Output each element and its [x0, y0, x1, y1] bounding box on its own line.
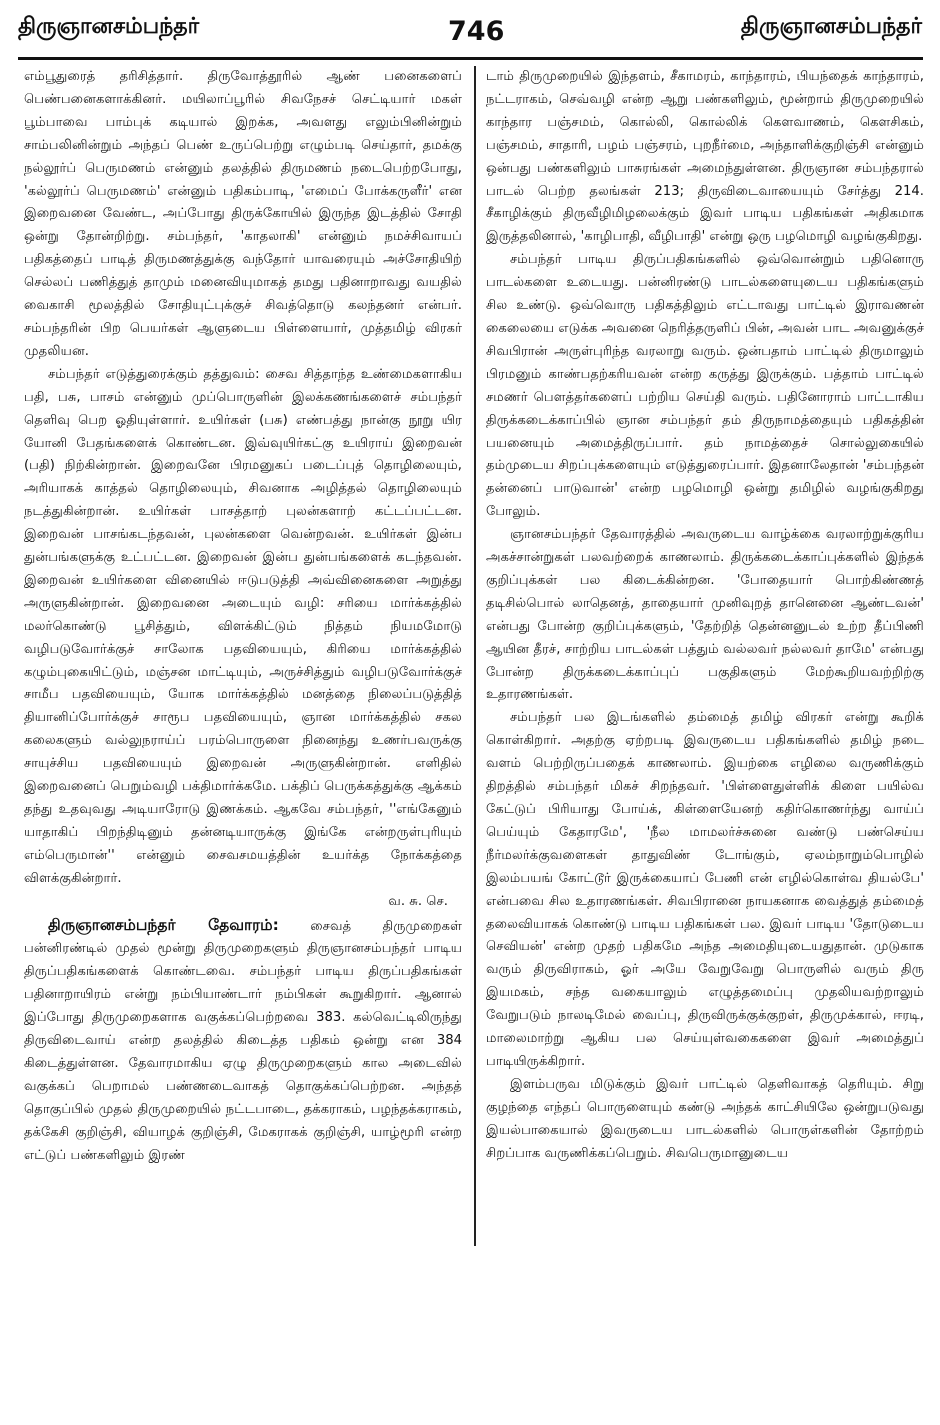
page-number: 746 [448, 16, 505, 47]
running-title-right: திருஞானசம்பந்தர் [740, 14, 922, 39]
page-header [0, 0, 940, 60]
paragraph: சம்பந்தர் பல இடங்களில் தம்மைத் தமிழ் விரகர் என்று கூறிக் கொள்கிறார். அதற்கு ஏற்றபடி இவருடைய பதிகங்களில் தமிழ் நடை வளம் பெற்றிருப்பதைக் காணலாம். இயற்கை எழிலை வருணிக்கும் திறத்தில் சம்பந்தர் மிகச் சிறந்தவர். 'பிள்ளைதுள்ளிக் கிளை பயில்வ கேட்டுப் பிரியாது போய்க், கிள்ளையேனற் கதிர்கொணர்ந்து வாய்ப் பெய்யும் கேதாரமே', 'நீல மாமலர்ச்சுனை வண்டு பண்செய்ய நீர்மலர்க்குவளைகள் தாதுவிண் டோங்கும், ஏலம்நாறும்பொழில் இலம்பயங் கோட்டூர் இருக்கையாப் பேணி என் எழில்கொள்வ தியல்பே' என்பவை சில உதாரணங்கள். சிவபிரானை நாயகனாக வைத்துத் தம்மைத் தலைவியாகக் கொண்டு பாடிய பதிகங்கள் பல. இவர் பாடிய 'தோடுடைய செவியன்' என்ற முதற் பதிகமே அந்த அமைதியுடையதுதான். முடுகாக வரும் திருவிராகம், ஓர் அயே வேறுவேறு பொருளில் வரும் திரு இயமகம், சந்த வகையாலும் எழுத்தமைப்பு முதலியவற்றாலும் வேறுபடும் நாலடிமேல் வைப்பு, திருவிருக்குக்குறள், திருமுக்கால், ஈரடி, மாலைமாற்று ஆகிய பல செய்யுள்வகைகளை இவர் அமைத்துப் பாடியிருக்கிறார். [486, 710, 924, 1069]
left-column [24, 66, 462, 1411]
paragraph [24, 914, 462, 1168]
right-column [486, 66, 924, 1411]
running-title-left: திருஞானசம்பந்தர் [18, 14, 200, 39]
paragraph: எம்பூதுரைத் தரிசித்தார். திருவோத்தூரில் ஆண் பனைகளைப் பெண்பனைகளாக்கினர். மயிலாப்பூரில் சிவநேசச் செட்டியார் மகள் பூம்பாவை பாம்புக் கடியால் இறக்க, அவளது எலும்பினின்றும் சாம்பலினின்றும் அந்தப் பெண் உருப்பெற்று எழும்படி செய்தார், தமக்கு நல்லூர்ப் பெருமணம் என்னும் தலத்தில் திருமணம் நடைபெற்றபோது, 'கல்லூர்ப் பெருமணம்' என்னும் பதிகம்பாடி, 'எமைப் போக்கருளீர்' என இறைவனை வேண்ட, அப்போது திருக்கோயில் இருந்த இடத்தில் சோதி ஒன்று தோன்றிற்று. சம்பந்தர், 'காதலாகி' என்னும் நமச்சிவாயப் பதிகத்தைப் பாடித் திருமணத்துக்கு வந்தோர் யாவரையும் அச்சோதியிற் செல்லப் பணித்துத் தாமும் மனைவியுமாகத் தமது பதினாறாவது வயதில் வைகாசி மூலத்தில் சோதியுட்புக்குச் சிவத்தொடு கலந்தனர் என்பர். சம்பந்தரின் பிற பெயர்கள் ஆளுடைய பிள்ளையார், முத்தமிழ் விரகர் முதலியன. [24, 69, 462, 359]
paragraph: சம்பந்தர் பாடிய திருப்பதிகங்களில் ஒவ்வொன்றும் பதினொரு பாடல்களை உடையது. பன்னிரண்டு பாடல்களையுடைய பதிகங்களும் சில உண்டு. ஒவ்வொரு பதிகத்திலும் எட்டாவது பாட்டில் இராவணன் கைலையை எடுக்க அவனை நெரித்தருளிப் பின், அவன் பாட அவனுக்குச் சிவபிரான் அருள்புரிந்த வரலாறு வரும். ஒன்பதாம் பாட்டில் திருமாலும் பிரமனும் காண்பதற்கரியவன் என்ற கருத்து இருக்கும். பத்தாம் பாட்டில் சமணர் பௌத்தர்களைப் பற்றிய செய்தி வரும். பதினோராம் பாட்டாகிய திருக்கடைக்காப்பில் ஞான சம்பந்தர் தம் திருநாமத்தையும் பதிகத்தின் பயனையும் அமைத்திருப்பார். தம் நாமத்தைச் சொல்லுகையில் தம்முடைய சிறப்புக்களையும் எடுத்துரைப்பார். இதனாலேதான் 'சம்பந்தன் தன்னைப் பாடுவான்' என்ற பழமொழி ஒன்று தமிழில் வழங்குகிறது போலும். [486, 252, 924, 520]
paragraph: டாம் திருமுறையில் இந்தளம், சீகாமரம், காந்தாரம், பியந்தைக் காந்தாரம், நட்டராகம், செவ்வழி என்ற ஆறு பண்களிலும், மூன்றாம் திருமுறையில் காந்தார பஞ்சமம், கொல்லி, கொல்லிக் கௌவாணம், கௌசிகம், பஞ்சமம், சாதாரி, பழம் பஞ்சரம், புறநீர்மை, அந்தாளிக்குறிஞ்சி என்னும் ஒன்பது பண்களிலும் பாசுரங்கள் அமைந்துள்ளன. திருஞான சம்பந்தரால் பாடல் பெற்ற தலங்கள் 213; திருவிடைவாயையும் சேர்த்து 214. சீகாழிக்கும் திருவீழிமிழலைக்கும் இவர் பாடிய பதிகங்கள் அதிகமாக இருத்தலினால், 'காழிபாதி, வீழிபாதி' என்று ஒரு பழமொழி வழங்குகிறது. [486, 69, 924, 245]
paragraph: சம்பந்தர் எடுத்துரைக்கும் தத்துவம்: சைவ சித்தாந்த உண்மைகளாகிய பதி, பசு, பாசம் என்னும் முப்பொருளின் இலக்கணங்களைச் சம்பந்தர் தெளிவு பெற ஓதியுள்ளார். உயிர்கள் (பசு) எண்பத்து நான்கு நூறு யிர யோனி பேதங்களைக் கொண்டன. இவ்வுயிர்கட்கு உயிராய் இறைவன் (பதி) நிற்கின்றான். இறைவனே பிரமனுகப் படைப்புத் தொழிலையும், அரியாகக் காத்தல் தொழிலையும், சிவனாக அழித்தல் தொழிலையும் நடத்துகின்றான். உயிர்கள் பாசத்தாற் புலன்களாற் கட்டப்பட்டன. இறைவன் பாசங்கடந்தவன், புலன்களை வென்றவன். உயிர்கள் இன்ப துன்பங்களுக்கு உட்பட்டன. இறைவன் இன்ப துன்பங்களைக் கடந்தவன். இறைவன் உயிர்களை வினையில் ஈடுபடுத்தி அவ்வினைகளை அறுத்து அருளுகின்றான். இறைவனை அடையும் வழி: சரியை மார்க்கத்தில் மலர்கொண்டு பூசித்தும், விளக்கிட்டும் நித்தம் நியமமோடு வழிபடுவோர்க்குச் சாலோக பதவியையும், கிரியை மார்க்கத்தில் கழும்புகையிட்டும், மஞ்சன மாட்டியும், அருச்சித்தும் வழிபடுவோர்க்குச் சாமீப பதவியையும், யோக மார்க்கத்தில் மனத்தை நிலைப்படுத்தித் தியானிப்போர்க்குச் சாரூப பதவியையும், ஞான மார்க்கத்தில் சகல கலைகளும் வல்லுநராய்ப் பரம்பொருளை நினைந்து உணர்பவருக்கு சாயுச்சிய பதவியையும் இறைவன் அருளுகின்றான். எளிதில் இறைவனைப் பெறும்வழி பக்திமார்க்கமே. பக்திப் பெருக்கத்துக்கு ஆக்கம் தந்து உதவுவது அடியாரோடு இணக்கம். ஆகவே சம்பந்தர், ''எங்கேனும் யாதாகிப் பிறந்திடினும் தன்னடியாருக்கு இங்கே என்றருள்புரியும் எம்பெருமான்'' என்னும் சைவசமயத்தின் உயர்க்த நோக்கத்தை விளக்குகின்றார். [24, 366, 462, 886]
header-rule [18, 57, 923, 60]
section-heading: திருஞானசம்பந்தர் தேவாரம்: [48, 915, 279, 934]
paragraph: ஞானசம்பந்தர் தேவாரத்தில் அவருடைய வாழ்க்கை வரலாற்றுக்குரிய அகச்சான்றுகள் பலவற்றைக் காணலாம். திருக்கடைக்காப்புக்களில் இந்தக் குறிப்புக்கள் பல கிடைக்கின்றன. 'போதையார் பொற்கிண்ணத் தடிசில்பொல் லாதெனத், தாதையார் முனிவுறத் தானெனை ஆண்டவன்' என்பது போன்ற குறிப்புக்களும், 'தேற்றித் தென்னனுடல் உற்ற தீப்பிணி ஆயின தீரச், சாற்றிய பாடல்கள் பத்தும் வல்லவர் நல்லவர் தாமே' என்பது போன்ற திருக்கடைக்காப்புப் பகுதிகளும் மேற்கூறியவற்றிற்கு உதாரணங்கள். [486, 527, 924, 703]
paragraph: இளம்பருவ மிடுக்கும் இவர் பாட்டில் தெளிவாகத் தெரியும். சிறு குழந்தை எந்தப் பொருளையும் கண்டு அந்தக் காட்சியிலே ஒன்றுபடுவது இயல்பாகையால் இவருடைய பாடல்களில் பொருள்களின் தோற்றம் சிறப்பாக வருணிக்கப்பெறும். சிவபெருமானுடைய [486, 1076, 924, 1161]
column-divider [474, 66, 476, 1246]
author-initials: வ. சு. செ. [388, 893, 448, 909]
paragraph-text: சைவத் திருமுறைகள் பன்னிரண்டில் முதல் மூன்று திருமுறைகளும் திருஞானசம்பந்தர் பாடிய திருப்பதிகங்களைக் கொண்டவை. சம்பந்தர் பாடிய திருப்பதிகங்கள் பதினாறாயிரம் என்று நம்பியாண்டார் நம்பிகள் கூறுகிறார். ஆனால் இப்போது திருமுறைகளாக வகுக்கப்பெற்றவை 383. கல்வெட்டிலிருந்து திருவிடைவாய் என்ற தலத்தில் கிடைத்த பதிகம் ஒன்று என 384 கிடைத்துள்ளன. தேவாரமாகிய ஏழு திருமுறைகளும் கால அடைவில் வகுக்கப் பெறாமல் பண்ணடைவாகத் தொகுக்கப்பெற்றன. அந்தத் தொகுப்பில் முதல் திருமுறையில் நட்டபாடை, தக்கராகம், பழந்தக்கராகம், தக்கேசி குறிஞ்சி, வியாழக் குறிஞ்சி, மேகராகக் குறிஞ்சி, யாழ்மூரி என்ற எட்டுப் பண்களிலும் இரண் [24, 918, 462, 1163]
